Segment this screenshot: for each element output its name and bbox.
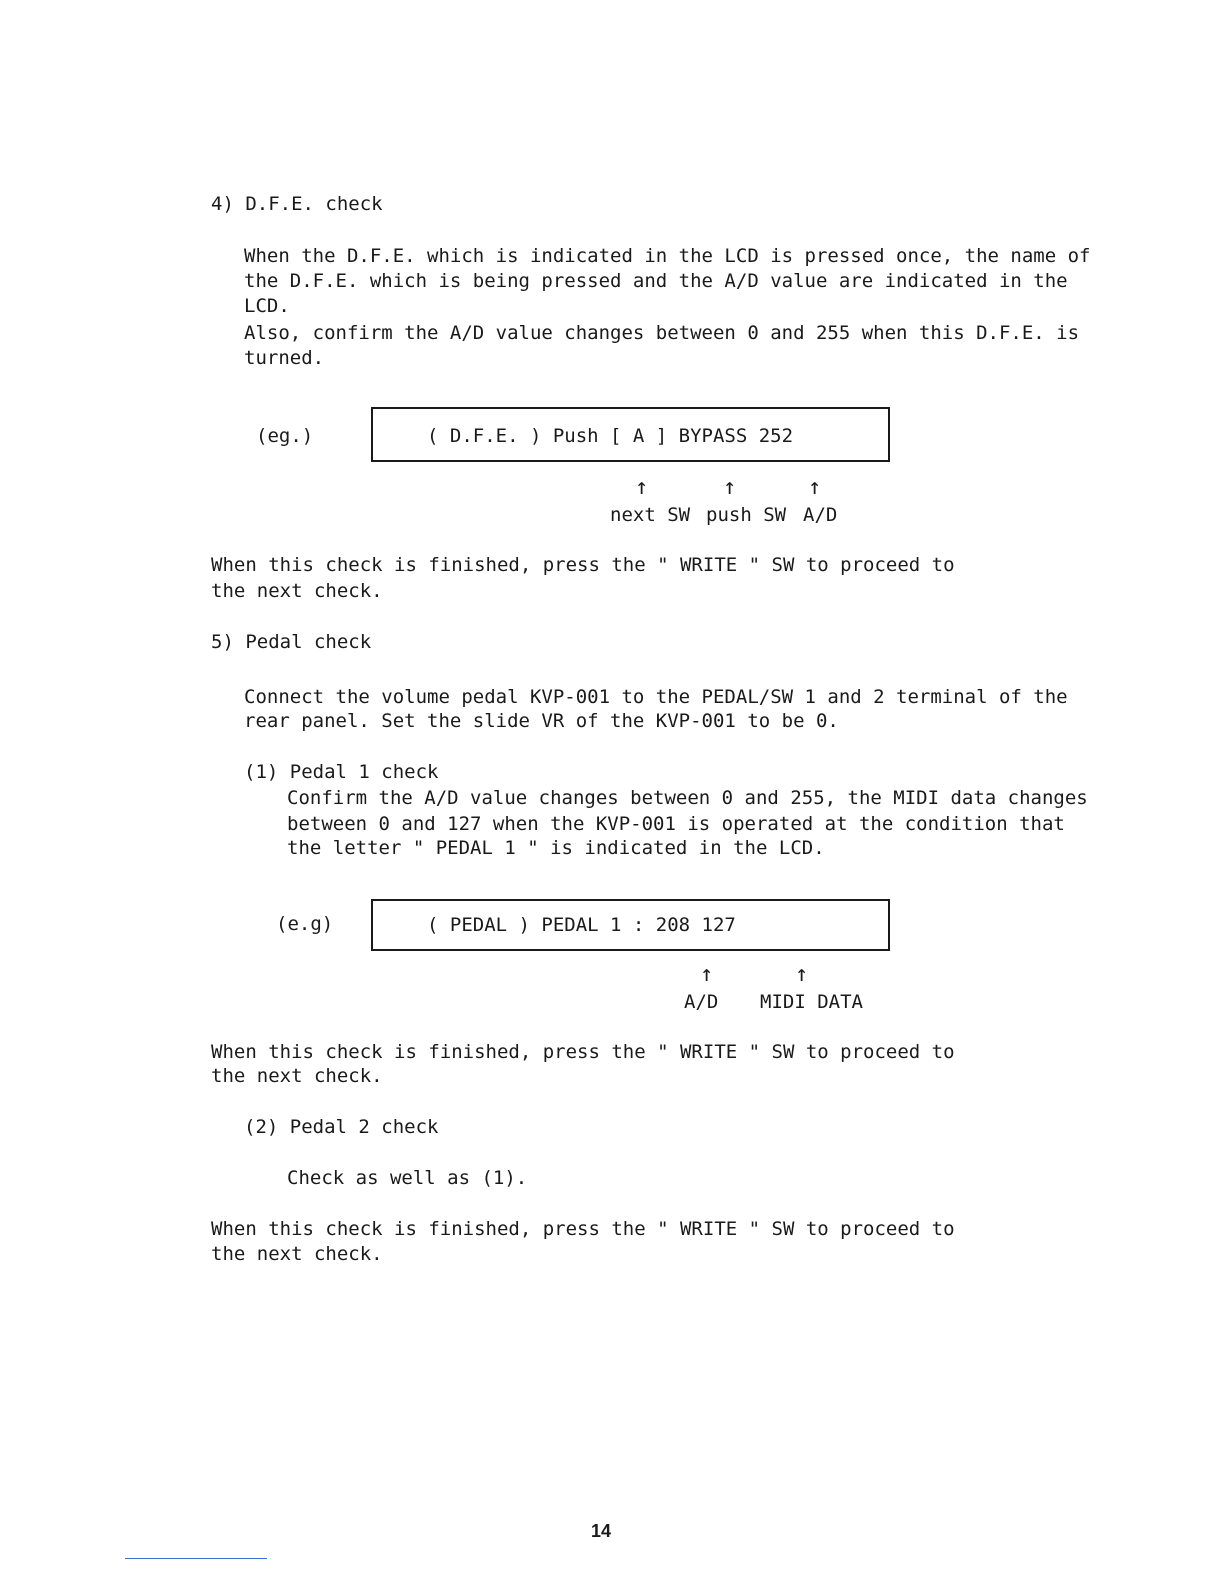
example-label: (e.g) — [276, 913, 334, 935]
annotation-next-sw: next SW — [610, 504, 691, 526]
lcd-text: ( PEDAL ) PEDAL 1 : 208 127 — [427, 914, 736, 936]
annotation-push-sw: push SW — [706, 504, 787, 526]
up-arrow-icon: ↑ — [700, 962, 714, 987]
lcd-text: ( D.F.E. ) Push [ A ] BYPASS 252 — [427, 425, 794, 447]
page-number: 14 — [591, 1521, 612, 1541]
annotation-ad: A/D — [684, 991, 719, 1013]
finish-instruction-line: When this check is finished, press the " WRITE " SW to proceed to — [211, 1041, 955, 1063]
pedal-1-para-line: Confirm the A/D value changes between 0 and 255, the MIDI data changes — [287, 787, 1088, 809]
section-5-para-line: rear panel. Set the slide VR of the KVP-001 to be 0. — [244, 710, 839, 732]
pedal-1-heading: (1) Pedal 1 check — [244, 761, 439, 783]
section-4-para-line: the D.F.E. which is being pressed and the A/D value are indicated in the — [244, 270, 1068, 292]
footer-divider — [125, 1558, 267, 1559]
up-arrow-icon: ↑ — [795, 962, 809, 987]
finish-instruction-line: the next check. — [211, 1065, 383, 1087]
pedal-1-para-line: the letter " PEDAL 1 " is indicated in the LCD. — [287, 837, 825, 859]
finish-instruction-line: the next check. — [211, 1243, 383, 1265]
finish-instruction-line: the next check. — [211, 580, 383, 602]
section-4-para-line: When the D.F.E. which is indicated in the LCD is pressed once, the name of — [244, 245, 1091, 267]
finish-instruction-line: When this check is finished, press the " WRITE " SW to proceed to — [211, 1218, 955, 1240]
lcd-display-box — [371, 899, 890, 951]
finish-instruction-line: When this check is finished, press the " WRITE " SW to proceed to — [211, 554, 955, 576]
section-4-para-line: Also, confirm the A/D value changes between 0 and 255 when this D.F.E. is — [244, 322, 1080, 344]
section-5-heading: 5) Pedal check — [211, 631, 372, 653]
up-arrow-icon: ↑ — [723, 475, 737, 500]
lcd-display-box — [371, 407, 890, 462]
pedal-1-para-line: between 0 and 127 when the KVP-001 is operated at the condition that — [287, 813, 1065, 835]
section-4-heading: 4) D.F.E. check — [211, 193, 383, 215]
annotation-midi-data: MIDI DATA — [760, 991, 863, 1013]
up-arrow-icon: ↑ — [635, 475, 649, 500]
up-arrow-icon: ↑ — [808, 475, 822, 500]
section-4-para-line: turned. — [244, 347, 325, 369]
section-4-para-line: LCD. — [244, 295, 290, 317]
annotation-ad: A/D — [803, 504, 838, 526]
example-label: (eg.) — [256, 425, 314, 447]
pedal-2-heading: (2) Pedal 2 check — [244, 1116, 439, 1138]
section-5-para-line: Connect the volume pedal KVP-001 to the PEDAL/SW 1 and 2 terminal of the — [244, 686, 1068, 708]
pedal-2-para: Check as well as (1). — [287, 1167, 528, 1189]
